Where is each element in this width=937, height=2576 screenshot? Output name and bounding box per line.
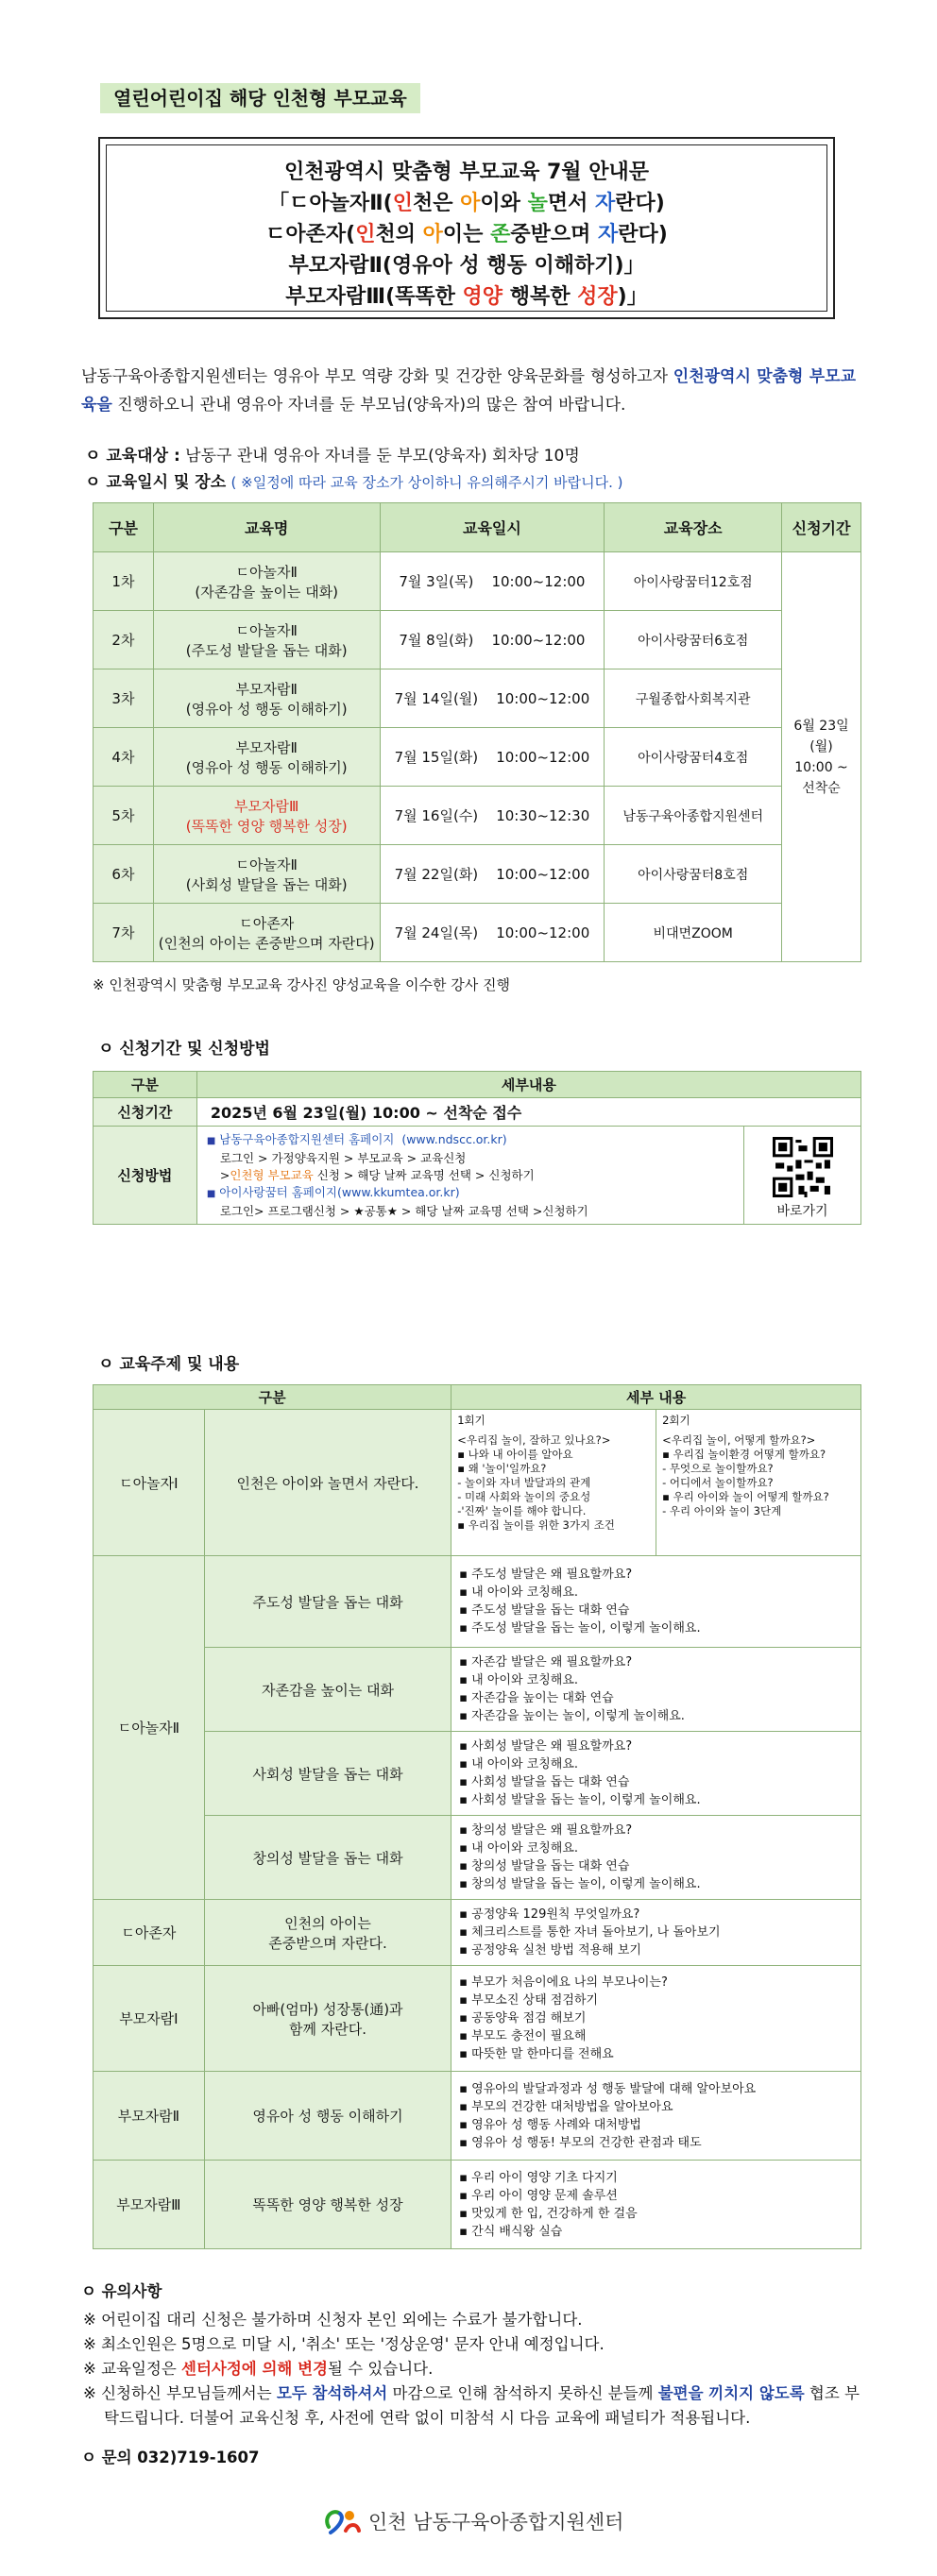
- apply-period-value: 2025년 6월 23일(월) 10:00 ~ 선착순 접수: [196, 1098, 860, 1127]
- session-no: 1차: [94, 552, 154, 611]
- s1-line: - 놀이와 자녀 발달과의 관계: [457, 1476, 591, 1489]
- session-datetime: [380, 845, 605, 904]
- session-name-main: ㄷ아놀자Ⅱ: [235, 856, 298, 873]
- topic-detail: ▪ 우리 아이 영양 기초 다지기 ▪ 우리 아이 영양 문제 솔루션 ▪ 맛있게 한 입, 건강하게 한 걸음 ▪ 간식 배식왕 실습: [451, 2161, 861, 2249]
- target-value: 남동구 관내 영유아 자녀를 둔 부모(양육자) 회차당 10명: [179, 447, 580, 466]
- t2a: 「ㄷ아놀자Ⅱ(: [268, 192, 393, 215]
- topic-row: [94, 1966, 861, 2072]
- qr-code-icon[interactable]: [773, 1137, 833, 1197]
- session-name: [153, 552, 380, 611]
- detail-line: 공동양육 점검 해보기: [471, 2011, 587, 2025]
- session-name: [153, 904, 380, 962]
- s1-line: ▪ 왜 '놀이'일까요?: [457, 1462, 547, 1475]
- t3f: 존: [490, 223, 511, 246]
- note-item: ※ 어린이집 대리 신청은 불가하며 신청자 본인 외에는 수료가 불가합니다.: [83, 2311, 583, 2329]
- schedule-heading-label: ㅇ 교육일시 및 장소: [85, 473, 227, 492]
- session-date: 7월 24일(목): [394, 924, 479, 941]
- detail-line: 체크리스트를 통한 자녀 돌아보기, 나 돌아보기: [471, 1925, 721, 1940]
- session-name-sub: (인천의 아이는 존중받으며 자란다): [158, 934, 375, 952]
- topic-sub-line: 인천의 아이는: [284, 1914, 371, 1932]
- topic-detail: ▪ 창의성 발달은 왜 필요할까요? ▪ 내 아이와 코칭해요. ▪ 창의성 발달을 돕는 대화 연습 ▪ 창의성 발달을 돕는 놀이, 이렇게 놀이해요.: [451, 1816, 861, 1900]
- intro-highlight: 인천광역시 맞춤형 부모교육을: [81, 367, 856, 415]
- topic-row: [94, 1732, 861, 1816]
- session-date: 7월 16일(수): [394, 807, 479, 824]
- intro-text-1: 남동구육아종합지원센터는 영유아 부모 역량 강화 및 건강한 양육문화를 형성하고자: [81, 367, 673, 386]
- session-date: 7월 22일(화): [394, 866, 479, 883]
- session-no: 2차: [94, 611, 154, 669]
- topic-group: 부모자람Ⅱ: [94, 2072, 205, 2161]
- topic-row: [94, 2072, 861, 2161]
- detail-line: 창의성 발달을 돕는 대화 연습: [471, 1859, 630, 1873]
- s1-line: -'진짜' 놀이를 해야 합니다.: [457, 1504, 587, 1517]
- title-box: [98, 137, 835, 319]
- session-date: 7월 15일(화): [394, 749, 479, 766]
- footer: [321, 2504, 623, 2538]
- apply-period-label: 신청기간: [94, 1098, 197, 1127]
- topic-row: [94, 1556, 861, 1648]
- period-date: 6월 23일: [793, 718, 849, 734]
- period-day: (월): [809, 738, 833, 754]
- s1-line: ▪ 우리집 놀이를 위한 3가지 조건: [457, 1518, 615, 1532]
- t5e: )」: [617, 285, 648, 309]
- note-4c: 마감으로 인해 참석하지 못하신 분들께: [387, 2384, 658, 2402]
- t2f: 놀: [527, 192, 548, 215]
- schedule-row: [94, 904, 861, 962]
- col-header: 세부내용: [196, 1072, 860, 1098]
- topic-row: [94, 2161, 861, 2249]
- session-time: 10:00~12:00: [496, 866, 590, 883]
- schedule-row: [94, 845, 861, 904]
- schedule-row: [94, 552, 861, 611]
- ndscc-url[interactable]: (www.ndscc.or.kr): [401, 1131, 507, 1146]
- session-time: 10:00~12:00: [491, 632, 586, 649]
- topic-detail: ▪ 부모가 처음이에요 나의 부모나이는? ▪ 부모소진 상태 점검하기 ▪ 공동양육 점검 해보기 ▪ 부모도 충전이 필요해 ▪ 따뜻한 말 한마디를 전해요: [451, 1966, 861, 2072]
- s1-line: - 미래 사회와 놀이의 중요성: [457, 1490, 591, 1503]
- method-line-2: 로그인 > 가정양육지원 > 부모교육 > 교육신청: [219, 1150, 467, 1165]
- square-bullet-icon: ■: [206, 1188, 216, 1199]
- session-name-main: ㄷ아놀자Ⅱ: [235, 563, 298, 581]
- session-name-main: ㄷ아놀자Ⅱ: [235, 621, 298, 639]
- session-place: 아이사랑꿈터12호점: [605, 552, 782, 611]
- session-name-main: 부모자람Ⅲ: [234, 797, 299, 815]
- schedule-header-row: [94, 503, 861, 552]
- schedule-row: [94, 669, 861, 728]
- session-1-cell: [451, 1410, 656, 1555]
- detail-line: 부모소진 상태 점검하기: [471, 1993, 599, 2008]
- detail-line: 창의성 발달을 돕는 놀이, 이렇게 놀이해요.: [471, 1877, 701, 1891]
- note-item: [81, 2357, 865, 2381]
- s2-line: <우리집 놀이, 어떻게 할까요?>: [662, 1433, 816, 1447]
- method-line-5: 로그인> 프로그램신청 > ★공통★ > 해당 날짜 교육명 선택 >신청하기: [219, 1203, 588, 1218]
- session-datetime: [380, 904, 605, 962]
- topic-sub: 인천은 아이와 놀면서 자란다.: [204, 1410, 451, 1556]
- t3b: 인: [355, 223, 376, 246]
- method-line-1: [207, 1131, 734, 1150]
- session-place: 아이사랑꿈터6호점: [605, 611, 782, 669]
- detail-line: 사회성 발달을 돕는 대화 연습: [471, 1775, 630, 1789]
- apply-method-row: [94, 1127, 861, 1225]
- session-name-sub: (영유아 성 행동 이해하기): [185, 758, 348, 776]
- session-time: 10:00~12:00: [496, 749, 590, 766]
- detail-line: 내 아이와 코칭해요.: [471, 1841, 579, 1856]
- title-line-5: [107, 281, 826, 313]
- detail-line: 내 아이와 코칭해요.: [471, 1585, 579, 1600]
- qr-cell: [744, 1127, 861, 1225]
- session-datetime: [380, 669, 605, 728]
- period-note: 선착순: [802, 780, 841, 796]
- topic-sub: 주도성 발달을 돕는 대화: [204, 1556, 451, 1648]
- detail-line: 부모가 처음이에요 나의 부모나이는?: [471, 1975, 668, 1990]
- topic-group: 부모자람Ⅲ: [94, 2161, 205, 2249]
- topic-detail: ▪ 자존감 발달은 왜 필요할까요? ▪ 내 아이와 코칭해요. ▪ 자존감을 높이는 대화 연습 ▪ 자존감을 높이는 놀이, 이렇게 놀이해요.: [451, 1648, 861, 1732]
- note-item: ※ 최소인원은 5명으로 미달 시, '취소' 또는 '정상운영' 문자 안내 예정입니다.: [83, 2335, 605, 2353]
- topic-sub: 자존감을 높이는 대화: [204, 1648, 451, 1732]
- detail-line: 자존감을 높이는 대화 연습: [471, 1691, 614, 1705]
- session-place: 구월종합사회복지관: [605, 669, 782, 728]
- apply-method-detail: [196, 1127, 743, 1225]
- method-line-3b: 인천형 부모교육: [230, 1167, 314, 1182]
- session-name-main: 부모자람Ⅱ: [235, 738, 298, 756]
- detail-line: 부모의 건강한 대처방법을 알아보아요: [471, 2099, 673, 2114]
- schedule-row: [94, 611, 861, 669]
- schedule-heading-note: ( ※일정에 따라 교육 장소가 상이하니 유의해주시기 바랍니다. ): [230, 474, 623, 491]
- session-place: 아이사랑꿈터4호점: [605, 728, 782, 787]
- detail-line: 부모도 충전이 필요해: [471, 2029, 587, 2043]
- session-name-sub: (주도성 발달을 돕는 대화): [185, 641, 348, 659]
- detail-line: 따뜻한 말 한마디를 전해요: [471, 2047, 614, 2061]
- session-name-main: 부모자람Ⅱ: [235, 680, 298, 698]
- detail-line: 사회성 발달을 돕는 놀이, 이렇게 놀이해요.: [471, 1793, 701, 1807]
- target-line: [85, 444, 580, 468]
- session-place: 아이사랑꿈터8호점: [605, 845, 782, 904]
- title-line-4: 부모자람Ⅱ(영유아 성 행동 이해하기)」: [288, 254, 645, 278]
- session-date: 7월 14일(월): [394, 690, 479, 707]
- apply-heading: ㅇ 신청기간 및 신청방법: [98, 1040, 270, 1059]
- section-tag: 열린어린이집 해당 인천형 부모교육: [100, 83, 420, 113]
- session-no: 3차: [94, 669, 154, 728]
- apply-period-cell: [782, 552, 861, 962]
- session-datetime: [380, 728, 605, 787]
- t5b: 영양: [462, 285, 503, 309]
- contact-line: ㅇ 문의 032)719-1607: [81, 2449, 260, 2466]
- t5d: 성장: [577, 285, 618, 309]
- topic-detail: ▪ 공정양육 129원칙 무엇일까요? ▪ 체크리스트를 통한 자녀 돌아보기, 나 돌아보기 ▪ 공정양육 실천 방법 적용해 보기: [451, 1900, 861, 1966]
- detail-line: 공정양육 실천 방법 적용해 보기: [471, 1943, 641, 1957]
- session-1-title: 1회기: [457, 1414, 486, 1427]
- topic-sub-line: 아빠(엄마) 성장통(通)과: [252, 2000, 403, 2018]
- intro-paragraph: [81, 363, 856, 419]
- topic-row: [94, 1410, 861, 1556]
- s2-line: - 무엇으로 놀이할까요?: [662, 1462, 774, 1475]
- target-label: ㅇ 교육대상 :: [85, 447, 180, 466]
- schedule-footnote: ※ 인천광역시 맞춤형 부모교육 강사진 양성교육을 이수한 강사 진행: [93, 976, 510, 993]
- note-3a: ※ 교육일정은: [83, 2360, 182, 2378]
- note-4d: 불편을 끼치지 않도록: [657, 2384, 805, 2402]
- topic-group: 부모자람Ⅰ: [94, 1966, 205, 2072]
- s2-line: ▪ 우리집 놀이환경 어떻게 할까요?: [662, 1448, 826, 1461]
- topic-group: ㄷ아존자: [94, 1900, 205, 1966]
- t3h: 자: [598, 223, 619, 246]
- t2i: 란다): [615, 192, 665, 215]
- topic-detail: ▪ 주도성 발달은 왜 필요할까요? ▪ 내 아이와 코칭해요. ▪ 주도성 발달을 돕는 대화 연습 ▪ 주도성 발달을 돕는 놀이, 이렇게 놀이해요.: [451, 1556, 861, 1648]
- session-split: [451, 1410, 860, 1555]
- t3e: 이는: [442, 223, 491, 246]
- ndscc-link[interactable]: 남동구육아종합지원센터 홈페이지: [219, 1131, 395, 1146]
- topic-sub: 창의성 발달을 돕는 대화: [204, 1816, 451, 1900]
- detail-line: 맛있게 한 입, 건강하게 한 걸음: [471, 2206, 638, 2221]
- session-time: 10:00~12:00: [491, 573, 586, 590]
- session-no: 4차: [94, 728, 154, 787]
- col-header: 구분: [94, 503, 154, 552]
- detail-line: 주도성 발달을 돕는 놀이, 이렇게 놀이해요.: [471, 1621, 701, 1635]
- schedule-table: [93, 502, 861, 962]
- col-header: 교육장소: [605, 503, 782, 552]
- t2d: 아: [460, 192, 481, 215]
- t2e: 이와: [480, 192, 528, 215]
- topics-header-row: [94, 1385, 861, 1410]
- session-no: 7차: [94, 904, 154, 962]
- s1-line: ▪ 나와 내 아이를 알아요: [457, 1448, 573, 1461]
- session-2-cell: [656, 1410, 860, 1555]
- s2-line: ▪ 우리 아이와 놀이 어떻게 할까요?: [662, 1490, 829, 1503]
- detail-line: 우리 아이 영양 문제 솔루션: [471, 2188, 618, 2203]
- apply-header-row: [94, 1072, 861, 1098]
- notes-section: [81, 2279, 865, 2470]
- session-name-sub: (자존감을 높이는 대화): [195, 583, 339, 601]
- session-name-sub: (영유아 성 행동 이해하기): [185, 700, 348, 718]
- s2-line: - 우리 아이와 놀이 3단계: [662, 1504, 782, 1517]
- s2-line: - 어디에서 놀이할까요?: [662, 1476, 774, 1489]
- title-box-inner: [106, 144, 827, 312]
- col-header: 세부 내용: [451, 1385, 861, 1410]
- detail-line: 내 아이와 코칭해요.: [471, 1673, 579, 1687]
- session-name: [153, 669, 380, 728]
- footer-org-name: 인천 남동구육아종합지원센터: [368, 2511, 624, 2534]
- t3d: 아: [422, 223, 443, 246]
- session-time: 10:00~12:00: [496, 690, 590, 707]
- t5a: 부모자람Ⅲ(똑똑한: [285, 285, 463, 309]
- note-3b: 센터사정에 의해 변경: [181, 2360, 328, 2378]
- t2g: 면서: [547, 192, 596, 215]
- note-item: [81, 2381, 865, 2431]
- schedule-row: [94, 728, 861, 787]
- method-line-3c: 신청 > 해당 날짜 교육명 선택 > 신청하기: [313, 1167, 535, 1182]
- t3c: 천의: [375, 223, 423, 246]
- detail-line: 창의성 발달은 왜 필요할까요?: [471, 1823, 633, 1838]
- topic-sub-line: 함께 자란다.: [288, 2020, 366, 2038]
- topic-sub: 영유아 성 행동 이해하기: [204, 2072, 451, 2161]
- apply-method-label: 신청방법: [94, 1127, 197, 1225]
- topics-table: [93, 1384, 861, 2249]
- topic-detail: ▪ 영유아의 발달과정과 성 행동 발달에 대해 알아보아요 ▪ 부모의 건강한 대처방법을 알아보아요 ▪ 영유아 성 행동 사례와 대처방법 ▪ 영유아 성 행동! 부모의 건강한 관점과 태도: [451, 2072, 861, 2161]
- detail-line: 우리 아이 영양 기초 다지기: [471, 2170, 618, 2185]
- session-no: 5차: [94, 787, 154, 845]
- detail-line: 영유아 성 행동 사례와 대처방법: [471, 2117, 641, 2132]
- session-name-sub: (똑똑한 영양 행복한 성장): [185, 817, 348, 835]
- detail-line: 주도성 발달을 돕는 대화 연습: [471, 1603, 630, 1618]
- intro-text-2: 진행하오니 관내 영유아 자녀를 둔 부모님(양육자)의 많은 참여 바랍니다.: [111, 396, 626, 415]
- topic-row: [94, 1816, 861, 1900]
- t2b: 인: [392, 192, 413, 215]
- session-name: [153, 845, 380, 904]
- t3g: 중받으며: [510, 223, 599, 246]
- col-header: 신청기간: [782, 503, 861, 552]
- method-line-4: [207, 1184, 734, 1203]
- qr-label: 바로가기: [776, 1203, 828, 1219]
- detail-line: 영유아의 발달과정과 성 행동 발달에 대해 알아보아요: [471, 2081, 757, 2096]
- topic-detail: [451, 1410, 861, 1556]
- detail-line: 영유아 성 행동! 부모의 건강한 관점과 태도: [471, 2135, 702, 2150]
- apply-table: [93, 1071, 861, 1225]
- col-header: 교육일시: [380, 503, 605, 552]
- t2c: 천은: [412, 192, 461, 215]
- session-name: [153, 787, 380, 845]
- apply-period-row: [94, 1098, 861, 1127]
- col-header: 교육명: [153, 503, 380, 552]
- session-datetime: [380, 611, 605, 669]
- topic-row: [94, 1648, 861, 1732]
- note-4b: 모두 참석하셔서: [276, 2384, 388, 2402]
- note-4a: ※ 신청하신 부모님들께서는: [83, 2384, 277, 2402]
- session-no: 6차: [94, 845, 154, 904]
- period-time: 10:00 ~: [794, 759, 848, 775]
- t3i: 란다): [618, 223, 668, 246]
- method-line-3a: >: [219, 1167, 230, 1182]
- title-line-3: [107, 219, 826, 250]
- note-3c: 될 수 있습니다.: [327, 2360, 434, 2378]
- kkumtea-link[interactable]: 아이사랑꿈터 홈페이지(www.kkumtea.or.kr): [219, 1184, 460, 1199]
- notes-heading: ㅇ 유의사항: [81, 2282, 162, 2300]
- session-place: 남동구육아종합지원센터: [605, 787, 782, 845]
- col-header: 구분: [94, 1385, 451, 1410]
- topic-sub: 똑똑한 영양 행복한 성장: [204, 2161, 451, 2249]
- square-bullet-icon: ■: [206, 1135, 216, 1146]
- col-header: 구분: [94, 1072, 197, 1098]
- session-name-main: ㄷ아존자: [239, 914, 295, 932]
- title-line-2: [107, 188, 826, 219]
- session-2-title: 2회기: [662, 1414, 690, 1427]
- detail-line: 내 아이와 코칭해요.: [471, 1757, 579, 1771]
- session-date: 7월 8일(화): [399, 632, 474, 649]
- detail-line: 사회성 발달은 왜 필요할까요?: [471, 1739, 633, 1754]
- topic-detail: ▪ 사회성 발달은 왜 필요할까요? ▪ 내 아이와 코칭해요. ▪ 사회성 발달을 돕는 대화 연습 ▪ 사회성 발달을 돕는 놀이, 이렇게 놀이해요.: [451, 1732, 861, 1816]
- detail-line: 자존감을 높이는 놀이, 이렇게 놀이해요.: [471, 1709, 685, 1723]
- topic-group: ㄷ아놀자Ⅰ: [94, 1410, 205, 1556]
- topic-sub: [204, 1966, 451, 2072]
- t3a: ㄷ아존자(: [265, 223, 356, 246]
- session-date: 7월 3일(목): [399, 573, 474, 590]
- topics-heading: ㅇ 교육주제 및 내용: [98, 1355, 240, 1374]
- schedule-row: [94, 787, 861, 845]
- session-name: [153, 728, 380, 787]
- session-name: [153, 611, 380, 669]
- topic-sub: [204, 1900, 451, 1966]
- detail-line: 자존감 발달은 왜 필요할까요?: [471, 1655, 633, 1669]
- session-time: 10:30~12:30: [496, 807, 590, 824]
- t5c: 행복한: [503, 285, 578, 309]
- detail-line: 주도성 발달은 왜 필요할까요?: [471, 1568, 633, 1582]
- t2h: 자: [595, 192, 616, 215]
- detail-line: 공정양육 129원칙 무엇일까요?: [471, 1907, 640, 1922]
- session-datetime: [380, 787, 605, 845]
- center-logo-icon: [321, 2504, 363, 2538]
- topic-sub-line: 존중받으며 자란다.: [268, 1934, 387, 1952]
- schedule-heading: [85, 470, 623, 495]
- topic-row: [94, 1900, 861, 1966]
- note-4e: 협조 부탁드립니다. 더불어 교육신청 후, 사전에 연락 없이 미참석 시 다음 교육에 패널티가 적용됩니다.: [104, 2384, 860, 2427]
- session-place: 비대면ZOOM: [605, 904, 782, 962]
- method-line-3: [207, 1167, 734, 1184]
- session-datetime: [380, 552, 605, 611]
- topic-group: ㄷ아놀자Ⅱ: [94, 1556, 205, 1900]
- session-name-sub: (사회성 발달을 돕는 대화): [185, 875, 348, 893]
- session-time: 10:00~12:00: [496, 924, 590, 941]
- topic-sub: 사회성 발달을 돕는 대화: [204, 1732, 451, 1816]
- detail-line: 간식 배식왕 실습: [471, 2224, 563, 2239]
- s1-line: <우리집 놀이, 잘하고 있나요?>: [457, 1433, 611, 1447]
- title-line-1: 인천광역시 맞춤형 부모교육 7월 안내문: [284, 161, 649, 184]
